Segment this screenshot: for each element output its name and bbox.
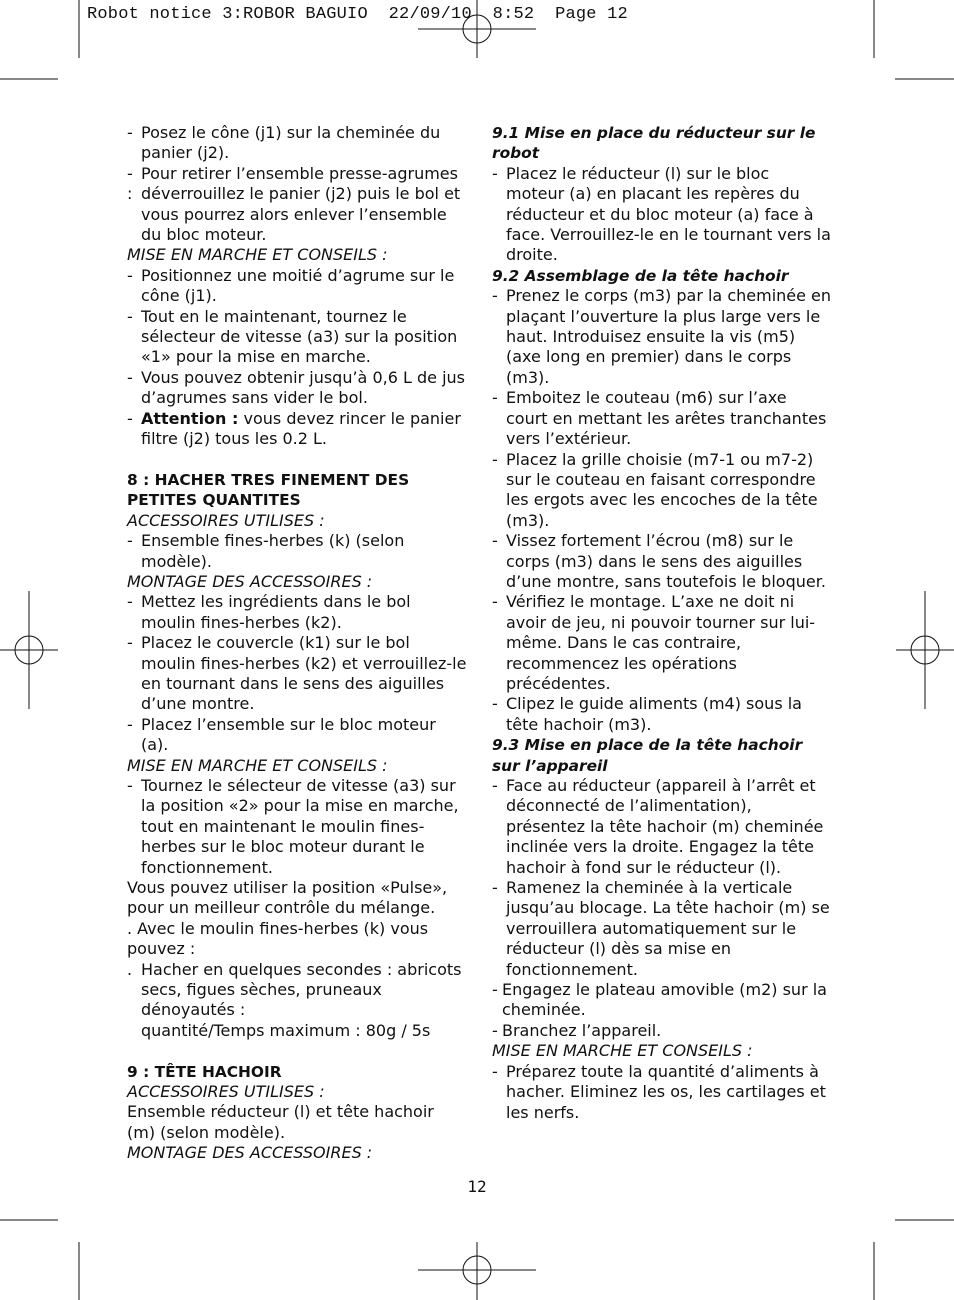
paragraph: Ensemble réducteur (l) et tête hachoir (m) (selon modèle). [127,1102,434,1142]
list-item: - Engagez le plateau amovible (m2) sur la cheminée. [492,980,827,1020]
list-item: - Clipez le guide aliments (m4) sous la tête hachoir (m3). [492,694,802,734]
attention-label: Attention : [141,408,239,428]
section-heading-8: 8 : HACHER TRES FINEMENT DES PETITES QUANTITES [127,470,410,510]
list-item: - Positionnez une moitié d’agrume sur le cône (j1). [127,265,455,306]
paragraph: quantité/Temps maximum : 80g / 5s [141,1020,431,1040]
right-column [492,123,832,1123]
section-subheading: MISE EN MARCHE ET CONSEILS : [492,1041,753,1061]
section-heading-9-2: 9.2 Assemblage de la tête hachoir [492,266,789,285]
list-item: - Placez le couvercle (k1) sur le bol moulin fines-herbes (k2) et verrouillez-le en tournant dans le sens des aiguilles d’une montre. [127,633,467,714]
list-item-attention: - Attention : vous devez rincer le panier filtre (j2) tous les 0.2 L. [127,408,461,449]
section-subheading: MISE EN MARCHE ET CONSEILS : [127,245,388,265]
list-item: - Ramenez la cheminée à la verticale jusqu’au blocage. La tête hachoir (m) se verrouillera automatiquement sur le réducteur (l) dès sa mise en fonctionnement. [492,878,830,979]
registration-mark-left [0,591,58,709]
section-heading-9: 9 : TÊTE HACHOIR [127,1062,282,1081]
registration-mark-right [896,591,954,709]
left-column [127,123,467,1164]
list-item: - Préparez toute la quantité d’aliments à hacher. Eliminez les os, les cartilages et les nerfs. [492,1061,826,1122]
list-item: - Posez le cône (j1) sur la cheminée du panier (j2). [127,123,441,163]
paragraph: . Avec le moulin fines-herbes (k) vous pouvez : [127,918,429,959]
list-item: - Placez la grille choisie (m7-1 ou m7-2) sur le couteau en faisant correspondre les ergots avec les encoches de la tête (m3). [492,449,818,530]
section-subheading: ACCESSOIRES UTILISES : [127,510,325,530]
list-item: - Placez l’ensemble sur le bloc moteur (a). [127,714,436,755]
list-item: - Branchez l’appareil. [492,1020,662,1040]
list-item: - Pour retirer l’ensemble presse-agrumes [127,163,458,183]
list-item: - Tournez le sélecteur de vitesse (a3) sur la position «2» pour la mise en marche, tout en maintenant le moulin fines-herbes sur le bloc moteur durant le fonctionnement. [127,775,459,877]
section-subheading: MONTAGE DES ACCESSOIRES : [127,1143,373,1163]
list-item: - Emboitez le couteau (m6) sur l’axe court en mettant les arêtes tranchantes vers l’extérieur. [492,388,827,449]
list-item: - Vérifiez le montage. L’axe ne doit ni avoir de jeu, ni pouvoir tourner sur lui-même. Dans le cas contraire, recommencez les opérations précédentes. [492,592,816,693]
paragraph: Vous pouvez utiliser la position «Pulse», pour un meilleur contrôle du mélange. [127,878,448,918]
list-item: - Vous pouvez obtenir jusqu’à 0,6 L de jus d’agrumes sans vider le bol. [127,367,465,408]
list-item: - Vissez fortement l’écrou (m8) sur le corps (m3) dans le sens des aiguilles d’une montre, sans toutefois le bloquer. [492,531,826,591]
list-item: : déverrouillez le panier (j2) puis le bol et vous pourrez alors enlever l’ensemble du bloc moteur. [127,184,461,245]
list-item: - Face au réducteur (appareil à l’arrêt et déconnecté de l’alimentation), présentez la tête hachoir (m) cheminée inclinée vers la droite. Engagez la tête hachoir à fond sur le réducteur (l). [492,776,824,877]
list-item: - Mettez les ingrédients dans le bol moulin fines-herbes (k2). [127,592,411,632]
section-heading-9-1: 9.1 Mise en place du réducteur sur le robot [492,124,816,163]
print-slug: Robot notice 3:ROBOR BAGUIO 22/09/10 8:52 Page 12 [87,5,628,24]
registration-mark-bottom [418,1242,536,1300]
list-item: . Hacher en quelques secondes : abricots secs, figues sèches, pruneaux dénoyautés : [127,959,462,1020]
list-item: - Ensemble fines-herbes (k) (selon modèle). [127,531,405,571]
registration-mark-top [418,0,536,58]
list-item: - Placez le réducteur (l) sur le bloc moteur (a) en placant les repères du réducteur et du bloc moteur (a) face à face. Verrouillez-le en le tournant vers la droite. [492,163,831,265]
page-number: 12 [467,1177,487,1196]
section-subheading: ACCESSOIRES UTILISES : [127,1082,325,1102]
section-heading-9-3: 9.3 Mise en place de la tête hachoir sur l’appareil [492,736,803,775]
list-item: - Tout en le maintenant, tournez le sélecteur de vitesse (a3) sur la position «1» pour la mise en marche. [127,306,458,367]
section-subheading: MONTAGE DES ACCESSOIRES : [127,571,373,591]
section-subheading: MISE EN MARCHE ET CONSEILS : [127,755,388,775]
list-item: - Prenez le corps (m3) par la cheminée en plaçant l’ouverture la plus large vers le haut. Introduisez ensuite la vis (m5) (axe long en premier) dans le corps (m3). [492,286,832,387]
